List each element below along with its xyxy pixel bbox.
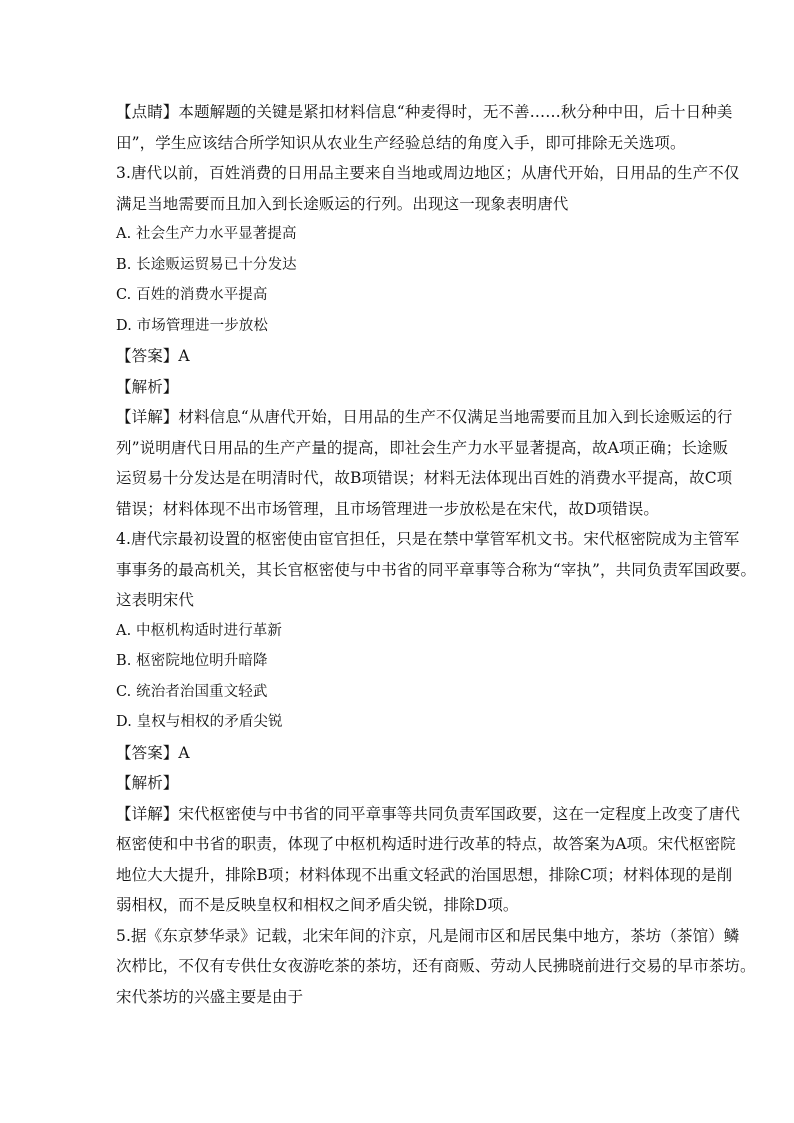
- question-5: [116, 921, 756, 1013]
- detail-line: 运贸易十分发达是在明清时代，故B项错误；材料无法体现出百姓的消费水平提高，故C项: [116, 469, 733, 487]
- answer-label: 【答案】A: [116, 347, 190, 365]
- option-b: B. 长途贩运贸易已十分发达: [116, 256, 297, 273]
- detail-line: 列”说明唐代日用品的生产产量的提高，即社会生产力水平显著提高，故A项正确；长途贩: [116, 438, 729, 457]
- question-stem-line: 次栉比，不仅有专供仕女夜游吃茶的茶坊，还有商贩、劳动人民拂晓前进行交易的早市茶坊。: [116, 957, 756, 975]
- dianjing-section: [116, 97, 733, 158]
- dianjing-line: 田”，学生应该结合所学知识从农业生产经验总结的角度入手，即可排除无关选项。: [116, 133, 686, 152]
- option-c: C. 百姓的消费水平提高: [116, 287, 268, 303]
- detail-line: 枢密使和中书省的职责，体现了中枢机构适时进行改革的特点，故答案为A项。宋代枢密院: [116, 835, 736, 853]
- dianjing-line: 【点睛】本题解题的关键是紧扣材料信息“种麦得时，无不善……秋分种中田，后十日种美: [116, 103, 733, 121]
- analysis-label: 【解析】: [116, 377, 179, 396]
- question-stem-line: 事事务的最高机关，其长官枢密使与中书省的同平章事等合称为“宰执”，共同负责军国政要。: [116, 560, 757, 579]
- detail-line: 错误；材料体现不出市场管理，且市场管理进一步放松是在宋代，故D项错误。: [116, 499, 659, 518]
- question-stem-line: 3.唐代以前，百姓消费的日用品主要来自当地或周边地区；从唐代开始，日用品的生产不仅: [116, 164, 740, 182]
- question-stem-line: 4.唐代宗最初设置的枢密使由宦官担任，只是在禁中掌管军机文书。宋代枢密院成为主管军: [116, 530, 740, 548]
- question-3: [116, 158, 740, 524]
- question-4: [116, 524, 757, 921]
- document-page: [116, 97, 757, 1012]
- option-b: B. 枢密院地位明升暗降: [116, 653, 268, 669]
- option-d: D. 市场管理进一步放松: [116, 317, 269, 334]
- question-stem-line: 满足当地需要而且加入到长途贩运的行列。出现这一现象表明唐代: [116, 194, 569, 213]
- option-d: D. 皇权与相权的矛盾尖锐: [116, 714, 283, 730]
- question-stem-line: 5.据《东京梦华录》记载，北宋年间的汴京，凡是闹市区和居民集中地方，茶坊（茶馆）鳞: [116, 926, 740, 945]
- question-stem-line: 这表明宋代: [116, 591, 195, 609]
- detail-line: 【详解】材料信息“从唐代开始，日用品的生产不仅满足当地需要而且加入到长途贩运的行: [116, 408, 733, 426]
- analysis-label: 【解析】: [116, 774, 179, 792]
- option-a: A. 社会生产力水平显著提高: [116, 226, 297, 242]
- detail-line: 弱相权，而不是反映皇权和相权之间矛盾尖锐，排除D项。: [116, 896, 519, 914]
- question-stem-line: 宋代茶坊的兴盛主要是由于: [116, 987, 304, 1006]
- detail-line: 地位大大提升，排除B项；材料体现不出重文轻武的治国思想，排除C项；材料体现的是削: [116, 865, 733, 884]
- option-c: C. 统治者治国重文轻武: [116, 683, 268, 700]
- option-a: A. 中枢机构适时进行革新: [116, 622, 282, 639]
- answer-label: 【答案】A: [116, 743, 190, 762]
- detail-line: 【详解】宋代枢密使与中书省的同平章事等共同负责军国政要，这在一定程度上改变了唐代: [116, 804, 741, 823]
